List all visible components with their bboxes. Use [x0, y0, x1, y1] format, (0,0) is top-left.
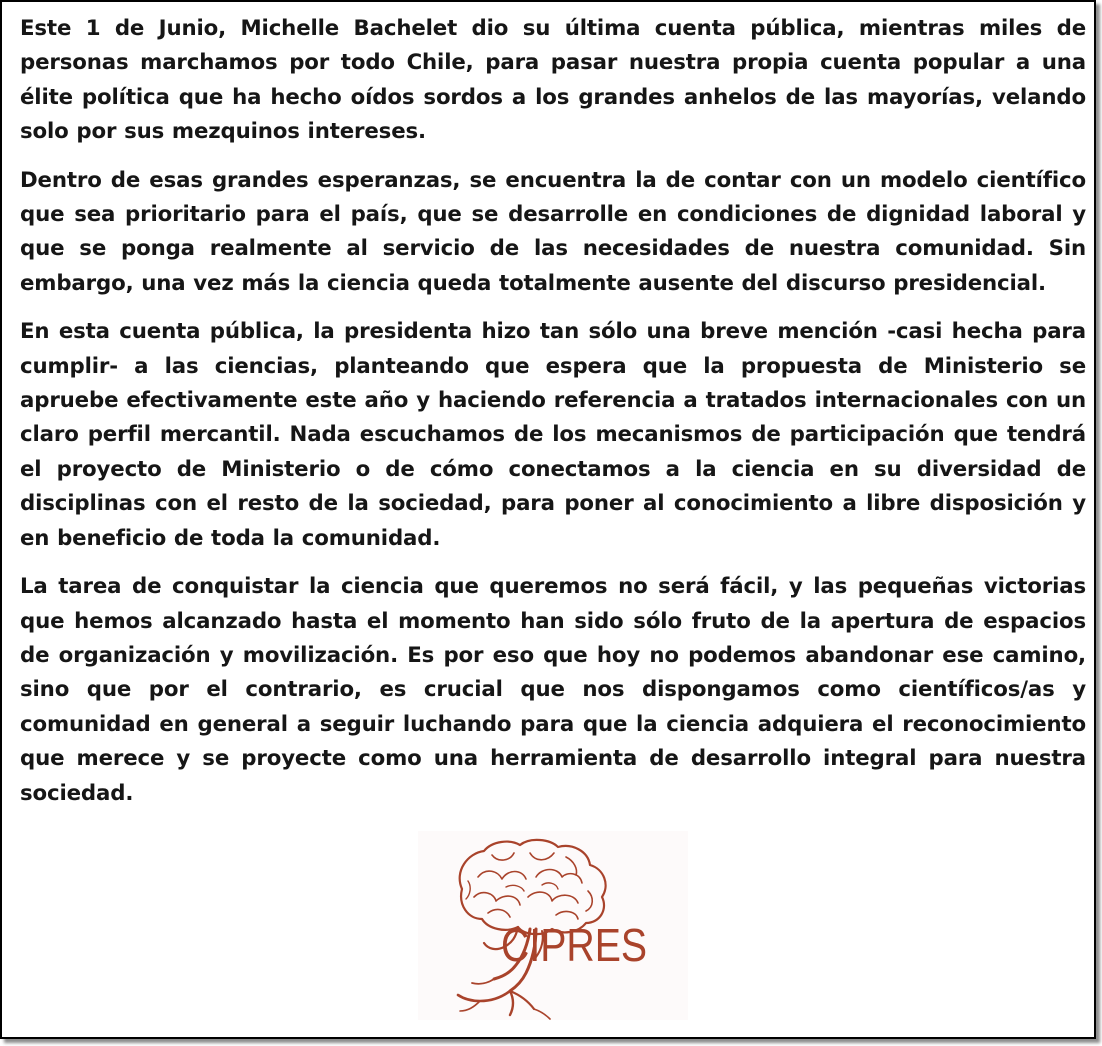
paragraph-3: En esta cuenta pública, la presidenta hizo tan sólo una breve mención -casi hecha para cumplir- a las ciencias, planteando que espera que la propuesta de Ministerio se apruebe efectivamente este año y haciendo referencia a tratados internacionales con un claro perfil mercantil. Nada escuchamos de los mecanismos de participación que tendrá el proyecto de Ministerio o de cómo conectamos a la ciencia en su diversidad de disciplinas con el resto de la sociedad, para poner al conocimiento a libre disposición y en beneficio de toda la comunidad.: [20, 319, 1086, 551]
document-body: [20, 12, 1086, 825]
brain-tree-icon: [418, 831, 688, 1020]
paragraph-4: La tarea de conquistar la ciencia que queremos no será fácil, y las pequeñas victorias que hemos alcanzado hasta el momento han sido sólo fruto de la apertura de espacios de organización y movilización. Es por eso que hoy no podemos abandonar ese camino, sino que por el contrario, es crucial que nos dispongamos como científicos/as y comunidad en general a seguir luchando para que la ciencia adquiera el reconocimiento que merece y se proyecte como una herramienta de desarrollo integral para nuestra sociedad.: [20, 574, 1086, 806]
paragraph-2: Dentro de esas grandes esperanzas, se encuentra la de contar con un modelo científico que sea prioritario para el país, que se desarrolle en condiciones de dignidad laboral y que se ponga realmente al servicio de las necesidades de nuestra comunidad. Sin embargo, una vez más la ciencia queda totalmente ausente del discurso presidencial.: [20, 167, 1086, 296]
logo-wordmark: CIPRES: [501, 919, 647, 971]
cipres-logo: [418, 831, 688, 1020]
paragraph-1: Este 1 de Junio, Michelle Bachelet dio su última cuenta pública, mientras miles de personas marchamos por todo Chile, para pasar nuestra propia cuenta popular a una élite política que ha hecho oídos sordos a los grandes anhelos de las mayorías, velando solo por sus mezquinos intereses.: [20, 16, 1086, 145]
